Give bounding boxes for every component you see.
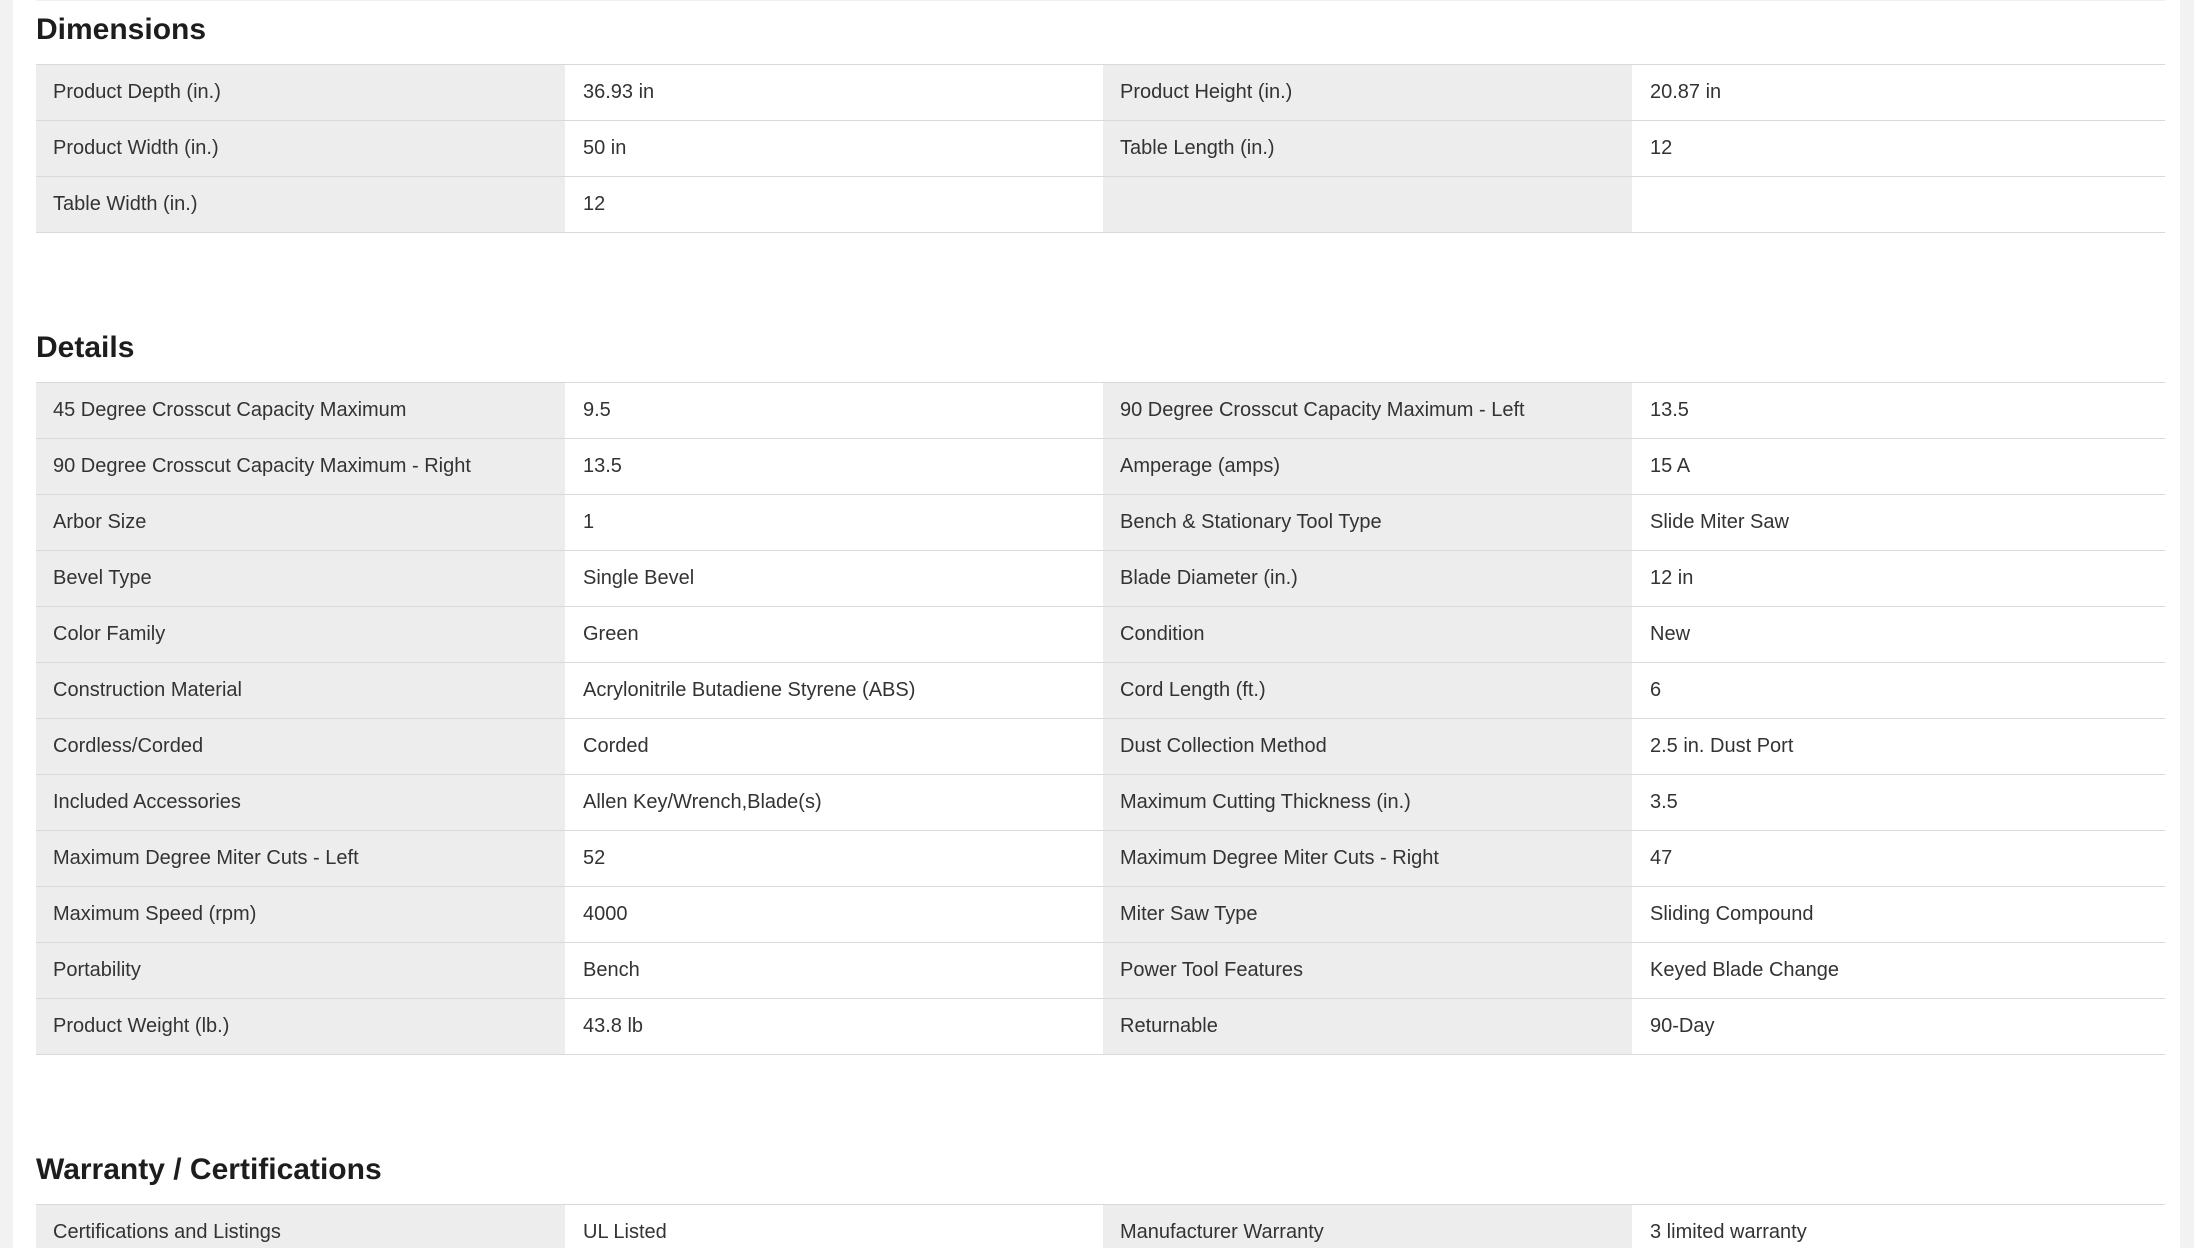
spec-label-cell: Product Depth (in.) <box>36 65 565 120</box>
spec-label-cell: Maximum Degree Miter Cuts - Right <box>1103 831 1632 886</box>
spec-row <box>36 494 2165 550</box>
spec-label-cell: 45 Degree Crosscut Capacity Maximum <box>36 383 565 438</box>
section-title: Dimensions <box>36 13 207 46</box>
spec-value-cell: 9.5 <box>565 383 1103 438</box>
spec-label-cell: Maximum Speed (rpm) <box>36 887 565 942</box>
spec-value-cell: 4000 <box>565 887 1103 942</box>
spec-label-cell: Miter Saw Type <box>1103 887 1632 942</box>
spec-label-cell: 90 Degree Crosscut Capacity Maximum - Left <box>1103 383 1632 438</box>
section-title: Details <box>36 331 135 364</box>
spec-value-cell: 47 <box>1632 831 2165 886</box>
spec-label-cell: 90 Degree Crosscut Capacity Maximum - Right <box>36 439 565 494</box>
spec-value-cell: Sliding Compound <box>1632 887 2165 942</box>
spec-label-cell: Blade Diameter (in.) <box>1103 551 1632 606</box>
spec-value-cell <box>1632 177 2165 232</box>
spec-row <box>36 176 2165 232</box>
spec-section-dimensions <box>36 1 2165 233</box>
spec-value-cell: 2.5 in. Dust Port <box>1632 719 2165 774</box>
spec-value-cell: 13.5 <box>1632 383 2165 438</box>
spec-label-cell: Arbor Size <box>36 495 565 550</box>
spec-row <box>36 550 2165 606</box>
spec-label-cell: Color Family <box>36 607 565 662</box>
spec-table <box>36 382 2165 1055</box>
spec-value-cell: 43.8 lb <box>565 999 1103 1054</box>
spec-value-cell: Single Bevel <box>565 551 1103 606</box>
spec-label-cell: Power Tool Features <box>1103 943 1632 998</box>
spec-label-cell: Returnable <box>1103 999 1632 1054</box>
spec-label-cell: Table Width (in.) <box>36 177 565 232</box>
spec-value-cell: UL Listed <box>565 1205 1103 1248</box>
product-specifications <box>36 0 2165 1248</box>
spec-value-cell: 3.5 <box>1632 775 2165 830</box>
spec-table <box>36 1204 2165 1248</box>
section-title: Warranty / Certifications <box>36 1153 382 1186</box>
spec-value-cell: 13.5 <box>565 439 1103 494</box>
spec-value-cell: 12 in <box>1632 551 2165 606</box>
left-page-gutter <box>0 0 13 1248</box>
spec-value-cell: 12 <box>1632 121 2165 176</box>
spec-section-details <box>36 233 2165 1055</box>
spec-label-cell: Amperage (amps) <box>1103 439 1632 494</box>
spec-label-cell: Included Accessories <box>36 775 565 830</box>
spec-label-cell: Cord Length (ft.) <box>1103 663 1632 718</box>
spec-table <box>36 64 2165 233</box>
spec-row <box>36 886 2165 942</box>
spec-row <box>36 942 2165 998</box>
spec-label-cell: Dust Collection Method <box>1103 719 1632 774</box>
spec-value-cell: Slide Miter Saw <box>1632 495 2165 550</box>
spec-label-cell: Product Width (in.) <box>36 121 565 176</box>
spec-row <box>36 662 2165 718</box>
spec-value-cell: Green <box>565 607 1103 662</box>
spec-label-cell: Construction Material <box>36 663 565 718</box>
spec-value-cell: 50 in <box>565 121 1103 176</box>
spec-label-cell: Portability <box>36 943 565 998</box>
spec-label-cell: Maximum Degree Miter Cuts - Left <box>36 831 565 886</box>
spec-label-cell: Manufacturer Warranty <box>1103 1205 1632 1248</box>
spec-label-cell: Bench & Stationary Tool Type <box>1103 495 1632 550</box>
spec-value-cell: 20.87 in <box>1632 65 2165 120</box>
spec-value-cell: Keyed Blade Change <box>1632 943 2165 998</box>
spec-label-cell: Product Height (in.) <box>1103 65 1632 120</box>
spec-row <box>36 774 2165 830</box>
spec-value-cell: 12 <box>565 177 1103 232</box>
spec-label-cell: Product Weight (lb.) <box>36 999 565 1054</box>
spec-label-cell: Maximum Cutting Thickness (in.) <box>1103 775 1632 830</box>
spec-label-cell: Certifications and Listings <box>36 1205 565 1248</box>
spec-label-cell <box>1103 177 1632 232</box>
spec-value-cell: New <box>1632 607 2165 662</box>
spec-value-cell: 6 <box>1632 663 2165 718</box>
spec-row <box>36 438 2165 494</box>
spec-section-warranty-certifications <box>36 1055 2165 1248</box>
spec-row <box>36 606 2165 662</box>
spec-value-cell: 36.93 in <box>565 65 1103 120</box>
spec-value-cell: Acrylonitrile Butadiene Styrene (ABS) <box>565 663 1103 718</box>
spec-label-cell: Table Length (in.) <box>1103 121 1632 176</box>
spec-value-cell: 15 A <box>1632 439 2165 494</box>
spec-value-cell: Allen Key/Wrench,Blade(s) <box>565 775 1103 830</box>
spec-row <box>36 64 2165 120</box>
spec-label-cell: Condition <box>1103 607 1632 662</box>
spec-row <box>36 830 2165 886</box>
spec-row <box>36 718 2165 774</box>
spec-value-cell: 1 <box>565 495 1103 550</box>
spec-row <box>36 382 2165 438</box>
spec-row <box>36 1204 2165 1248</box>
spec-row <box>36 998 2165 1054</box>
spec-value-cell: 90-Day <box>1632 999 2165 1054</box>
spec-row <box>36 120 2165 176</box>
spec-value-cell: Corded <box>565 719 1103 774</box>
spec-value-cell: 3 limited warranty <box>1632 1205 2165 1248</box>
spec-label-cell: Cordless/Corded <box>36 719 565 774</box>
spec-value-cell: Bench <box>565 943 1103 998</box>
right-page-gutter <box>2180 0 2194 1248</box>
spec-value-cell: 52 <box>565 831 1103 886</box>
spec-label-cell: Bevel Type <box>36 551 565 606</box>
